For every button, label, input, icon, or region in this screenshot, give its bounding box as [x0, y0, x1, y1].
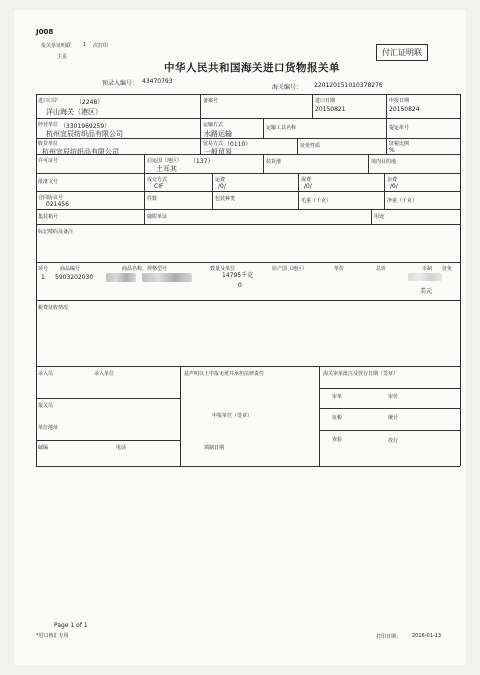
vehicle-label: 运输工具名称 [266, 125, 297, 131]
package-label: 包装种类 [215, 196, 236, 202]
misc-label: 杂费 [387, 177, 398, 183]
redacted-goods-name [106, 273, 136, 282]
record-label: 备案号 [203, 98, 219, 104]
goods-quantity: 14795千克 [222, 272, 254, 279]
bill-label: 提运单号 [389, 125, 410, 131]
pre-entry-number: 43470793 [142, 78, 173, 85]
audit-label: 审单 [332, 394, 343, 400]
import-date-label: 进口日期 [315, 98, 336, 104]
form-title: 中华人民共和国海关进口货物报关单 [164, 62, 340, 74]
contract-label: 合同协议号 [38, 195, 64, 201]
redacted-goods-spec [142, 273, 192, 282]
customs-review-label: 海关审单批注及放行日期（签章） [323, 371, 399, 377]
unit-address-label: 单位地址 [38, 425, 59, 431]
declare-unit-label: 申报单位（签章） [212, 413, 253, 419]
freight-label: 运费 [215, 177, 226, 183]
print-date-label: 打印日期： [376, 634, 402, 640]
tax-ratio-label: 征税比例 [389, 141, 410, 147]
bottom-note: *进口核汇专用 [36, 633, 69, 639]
goods-header-price: 单价 [334, 266, 345, 272]
goods-header-currency: 币制 [422, 266, 433, 272]
documents-label: 随附单证 [147, 214, 168, 220]
operator-code: （3301969259） [60, 123, 111, 130]
tax-collect-label: 征税 [332, 415, 343, 421]
trade-label: 贸易方式 [203, 141, 224, 147]
declarer-label: 报关员 [38, 403, 54, 409]
header-sub2: 次打印 [93, 43, 109, 49]
goods-quantity-2: 0 [238, 282, 242, 289]
import-port-label: 进口口岸 [38, 98, 59, 104]
release-label: 放行 [388, 438, 399, 444]
transport-label: 运输方式 [203, 122, 224, 128]
tax-ratio: % [389, 147, 395, 154]
origin-country: 土耳其 [156, 165, 177, 173]
origin-country-label: 启运国（地区） [147, 158, 183, 164]
consignee-label: 收货单位 [38, 141, 59, 147]
statistics-label: 统计 [388, 415, 399, 421]
tax-nature-label: 征免性质 [300, 143, 321, 149]
declare-date-label: 申报日期 [389, 98, 410, 104]
import-port: 洋山海关（港区） [46, 108, 102, 116]
transport-mode: 水路运输 [204, 130, 232, 138]
insurance: /0/ [304, 183, 312, 190]
tax-status-label: 税费征收情况 [38, 305, 69, 311]
zip-label: 邮编 [38, 445, 49, 451]
payment-proof-stamp: 付汇证明联 [376, 44, 428, 61]
trade-mode: 一般贸易 [204, 148, 232, 156]
net-weight-label: 净重（千克） [387, 198, 418, 204]
goods-header-name: 商品名称、规格型号 [122, 266, 168, 272]
load-port-label: 装货港 [266, 159, 282, 165]
inspect-label: 查验 [332, 437, 343, 443]
goods-header-exempt: 征免 [442, 266, 453, 272]
consignee-name: 杭州宜辰纺织品有限公司 [42, 148, 119, 156]
goods-header-item: 项号 [38, 266, 49, 272]
price-review-label: 审价 [388, 394, 399, 400]
customs-number-label: 海关编号： [272, 84, 303, 91]
goods-currency: 美元 [420, 288, 433, 295]
use-label: 用途 [374, 214, 385, 220]
goods-hs-code: 5903202030 [55, 274, 94, 281]
fill-date-label: 填制日期 [204, 445, 225, 451]
goods-header-qty: 数量及单位 [210, 266, 236, 272]
goods-header-hs: 商品编号 [60, 266, 81, 272]
operator-label: 经营单位 [38, 122, 59, 128]
pre-entry-label: 预录入编号： [102, 80, 139, 87]
page-indicator: Page 1 of 1 [54, 622, 88, 629]
goods-row-number: 1 [41, 274, 45, 281]
header-sub3: 主页 [57, 54, 68, 60]
operator-name: 杭州宜辰纺织品有限公司 [46, 130, 123, 138]
customs-number: 220120151010378276 [314, 82, 383, 89]
gross-weight-label: 毛重（千克） [301, 198, 332, 204]
approval-label: 批准文号 [38, 179, 59, 185]
goods-header-origin: 原产国（地区） [272, 266, 308, 272]
license-label: 许可证号 [38, 158, 59, 164]
entry-person-label: 录入员 [38, 371, 54, 377]
customs-declaration-sheet [14, 10, 466, 665]
marks-label: 标记唛码及备注 [38, 229, 74, 235]
import-date: 20150821 [315, 106, 346, 113]
contract-number: 021456 [46, 201, 69, 208]
entry-unit-label: 录入单位 [94, 371, 115, 377]
import-port-code: （2248） [76, 99, 104, 106]
deal-mode: CIF [154, 183, 164, 190]
header-sub1: 报关单证明联 [41, 43, 72, 49]
print-date: 2016-01-13 [412, 633, 442, 639]
origin-country-code: （137） [190, 158, 214, 165]
trade-code: （0110） [224, 141, 252, 148]
form-code: J008 [36, 28, 54, 36]
goods-header-total: 总价 [376, 266, 387, 272]
destination-label: 境内目的地 [371, 159, 397, 165]
declare-date: 20150824 [389, 106, 420, 113]
pieces-label: 件数 [147, 196, 158, 202]
header-sub-mark: 1 [83, 42, 87, 48]
misc-fee: /0/ [390, 183, 398, 190]
insurance-label: 保费 [301, 177, 312, 183]
container-label: 集装箱号 [38, 214, 59, 220]
redacted-total-price [408, 273, 442, 281]
phone-label: 电话 [116, 445, 127, 451]
declaration-statement: 兹声明以上申报无讹并承担法律责任 [184, 371, 265, 377]
deal-label: 成交方式 [147, 177, 168, 183]
freight: /0/ [218, 183, 226, 190]
